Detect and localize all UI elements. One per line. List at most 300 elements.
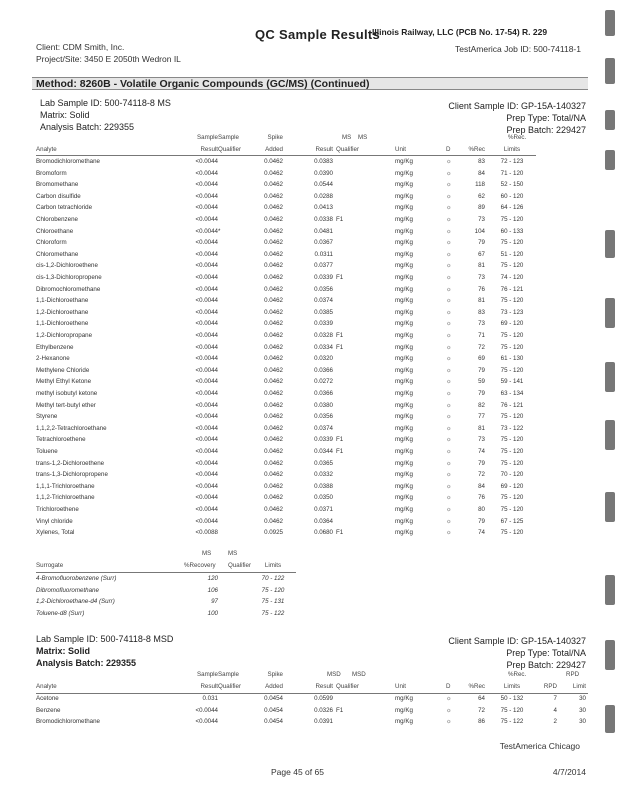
index-tab [605,420,615,450]
cell-unit: mg/Kg [395,401,413,409]
cell-recovery: 79 [478,390,485,397]
table-row [0,494,618,506]
cell-unit: mg/Kg [395,482,413,490]
table-row [0,170,618,182]
msd-col-limit: Limit [572,683,586,690]
cell-unit: mg/Kg [395,227,413,235]
msd-col-analyte: Analyte [36,683,57,690]
cell-dry-weight: ☼ [446,471,452,479]
cell-dry-weight: ☼ [446,239,452,247]
cell-dry-weight: ☼ [446,390,452,397]
cell-recovery: 81 [478,297,485,305]
cell-unit: mg/Kg [395,436,413,444]
col-spike: Spike [267,134,283,141]
cell-recovery: 79 [478,239,485,247]
cell-limits: 75 - 120 [500,297,524,305]
cell-sample-result: <0.0044 [195,297,218,305]
table-row [0,228,618,240]
cell-msd-result: 0.0326 [314,706,333,714]
msd-col-added: Added [265,683,283,690]
cell-rpd: 4 [553,706,557,714]
cell-analyte: Vinyl chloride [36,517,73,525]
table-row [0,436,618,448]
cell-recovery: 74 [478,529,485,537]
index-tab [605,492,615,522]
index-tab [605,110,615,130]
job-id: TestAmerica Job ID: 500-74118-1 [455,44,581,54]
cell-dry-weight: ☼ [446,343,452,351]
surr-col-limits: Limits [264,562,282,569]
cell-dry-weight: ☼ [446,695,452,702]
cell-ms-result: 0.0380 [314,401,333,409]
cell-spike-added: 0.0462 [264,192,283,200]
cell-limits: 70 - 122 [261,575,285,582]
cell-recovery: 72 [478,343,485,351]
cell-unit: mg/Kg [395,459,413,467]
cell-sample-result: <0.0044 [195,718,218,726]
cell-sample-result: <0.0044 [195,274,218,281]
cell-limits: 75 - 120 [500,436,524,444]
cell-recovery: 59 [478,378,485,386]
cell-limits: 75 - 120 [500,494,524,502]
cell-spike-added: 0.0462 [264,436,283,444]
cell-rpd-limit: 30 [579,718,586,726]
cell-limits: 75 - 120 [500,262,524,270]
cell-ms-qualifier: F1 [336,332,344,339]
cell-analyte: Carbon tetrachloride [36,204,93,212]
cell-recovery: 100 [207,609,218,617]
cell-dry-weight: ☼ [446,506,452,513]
cell-analyte: Acetone [36,695,59,702]
cell-dry-weight: ☼ [446,718,452,726]
cell-ms-result: 0.0383 [314,158,333,165]
cell-unit: mg/Kg [395,308,413,316]
table-row [0,309,618,321]
col-ms-result: Result [315,146,333,153]
cell-spike-added: 0.0462 [264,366,283,374]
cell-surrogate: Toluene-d8 (Surr) [36,609,85,617]
cell-ms-result: 0.0328 [314,332,333,339]
cell-rpd-limit: 30 [579,695,586,702]
index-tab [605,298,615,328]
cell-spike-added: 0.0462 [264,517,283,525]
cell-dry-weight: ☼ [446,192,452,200]
cell-spike-added: 0.0925 [264,529,283,537]
cell-ms-result: 0.0344 [314,448,333,455]
cell-limits: 52 - 150 [500,181,524,189]
cell-ms-qualifier: F1 [336,274,344,281]
cell-sample-result: <0.0044 [195,706,218,714]
surr-col-ms-2: MS [228,550,238,557]
cell-unit: mg/Kg [395,424,413,432]
col-rec-top: %Rec. [508,134,527,141]
cell-msd-result: 0.0391 [314,718,333,726]
cell-sample-result: <0.0044 [195,471,218,479]
cell-recovery: 71 [478,332,485,339]
cell-analyte: Tetrachloroethene [36,436,86,444]
table-row [0,402,618,414]
cell-limits: 75 - 120 [500,459,524,467]
cell-limits: 69 - 120 [500,482,524,490]
client-name: Client: CDM Smith, Inc. [36,42,125,52]
cell-spike-added: 0.0462 [264,390,283,397]
cell-spike-added: 0.0462 [264,297,283,305]
cell-dry-weight: ☼ [446,706,452,714]
cell-spike-added: 0.0462 [264,448,283,455]
cell-spike-added: 0.0462 [264,332,283,339]
index-tab [605,58,615,84]
cell-analyte: Styrene [36,413,58,421]
table-row [0,262,618,274]
cell-ms-result: 0.0356 [314,413,333,421]
cell-ms-result: 0.0311 [314,250,333,258]
table-row [0,518,618,530]
cell-ms-result: 0.0365 [314,459,333,467]
cell-spike-added: 0.0462 [264,158,283,165]
cell-sample-result: <0.0044 [195,413,218,421]
cell-dry-weight: ☼ [446,297,452,305]
cell-limits: 75 - 120 [500,239,524,247]
msd-col-rec-top: %Rec. [508,671,527,678]
cell-rpd-limit: 30 [579,706,586,714]
cell-sample-result: <0.0044 [195,401,218,409]
cell-limits: 60 - 133 [500,227,524,235]
cell-dry-weight: ☼ [446,285,452,293]
msd-col-sample-top: Sample [197,671,218,678]
col-unit: Unit [395,146,407,153]
cell-recovery: 81 [478,424,485,432]
table-row [0,239,618,251]
table-row [0,332,618,344]
cell-unit: mg/Kg [395,448,413,455]
cell-limits: 75 - 120 [500,332,524,339]
table-row [0,707,618,719]
cell-ms-result: 0.0374 [314,297,333,305]
cell-unit: mg/Kg [395,169,413,177]
cell-recovery: 73 [478,274,485,281]
cell-analyte: Dibromochloromethane [36,285,101,293]
cell-unit: mg/Kg [395,390,413,397]
cell-sample-result: <0.0044 [195,390,218,397]
index-tab [605,230,615,258]
cell-dry-weight: ☼ [446,355,452,363]
cell-sample-result: <0.0088 [195,529,218,537]
col-added: Added [265,146,283,153]
cell-limits: 50 - 132 [500,695,524,702]
msd-col-msd-top-1: MSD [327,671,341,678]
table-row [0,610,618,622]
cell-recovery: 62 [478,192,485,200]
cell-spike-added: 0.0454 [264,695,283,702]
cell-recovery: 106 [207,586,218,594]
cell-unit: mg/Kg [395,332,413,339]
cell-unit: mg/Kg [395,366,413,374]
cell-unit: mg/Kg [395,718,413,726]
cell-analyte: Bromodichloromethane [36,718,100,726]
cell-dry-weight: ☼ [446,227,452,235]
cell-recovery: 83 [478,308,485,316]
cell-spike-added: 0.0462 [264,169,283,177]
cell-ms-result: 0.0334 [314,343,333,351]
ms-matrix: Matrix: Solid [40,110,90,120]
cell-analyte: Methyl tert-butyl ether [36,401,96,409]
cell-analyte: 1,2-Dichloropropane [36,332,93,339]
cell-ms-result: 0.0366 [314,366,333,374]
cell-sample-result: <0.0044 [195,355,218,363]
col-result: Result [200,146,218,153]
col-ms-qualifier: Qualifier [336,146,360,153]
page-number: Page 45 of 65 [271,767,324,777]
cell-spike-added: 0.0462 [264,285,283,293]
cell-limits: 61 - 130 [500,355,524,363]
cell-spike-added: 0.0462 [264,250,283,258]
col-sample-top: Sample [197,134,218,141]
cell-ms-qualifier: F1 [336,343,344,351]
cell-ms-result: 0.0339 [314,274,333,281]
cell-unit: mg/Kg [395,274,413,281]
msd-col-qualifier: Qualifier [218,683,242,690]
msd-col-d: D [446,683,451,690]
cell-recovery: 77 [478,413,485,421]
cell-recovery: 79 [478,366,485,374]
cell-spike-added: 0.0462 [264,506,283,513]
cell-sample-result: <0.0044 [195,181,218,189]
msd-col-result: Result [200,683,218,690]
cell-spike-added: 0.0462 [264,355,283,363]
col-limits: Limits [503,146,521,153]
cell-dry-weight: ☼ [446,332,452,339]
ms-lab-sample-id: Lab Sample ID: 500-74118-8 MS [40,98,171,108]
cell-limits: 75 - 120 [500,216,524,223]
cell-unit: mg/Kg [395,343,413,351]
cell-surrogate: 1,2-Dichloroethane-d4 (Surr) [36,598,115,605]
table-row [0,274,618,286]
ms-prep-type: Prep Type: Total/NA [506,113,586,123]
cell-ms-result: 0.0377 [314,262,333,270]
cell-unit: mg/Kg [395,204,413,212]
cell-recovery: 118 [475,181,485,189]
cell-unit: mg/Kg [395,355,413,363]
msd-matrix: Matrix: Solid [36,646,91,656]
cell-dry-weight: ☼ [446,204,452,212]
cell-limits: 74 - 120 [500,274,524,281]
table-row [0,367,618,379]
index-tab [605,640,615,670]
cell-ms-result: 0.0385 [314,308,333,316]
cell-spike-added: 0.0462 [264,204,283,212]
cell-sample-result: <0.0044 [195,227,218,235]
table-row [0,425,618,437]
cell-analyte: trans-1,3-Dichloropropene [36,471,108,479]
cell-spike-added: 0.0462 [264,262,283,270]
cell-limits: 75 - 120 [500,506,524,513]
table-row [0,506,618,518]
cell-ms-qualifier: F1 [336,216,344,223]
cell-analyte: Chloromethane [36,250,79,258]
cell-dry-weight: ☼ [446,436,452,444]
cell-unit: mg/Kg [395,181,413,189]
cell-recovery: 76 [478,285,485,293]
cell-limits: 70 - 120 [500,471,524,479]
lab-info: Illinois Railway, LLC (PCB No. 17-54) R. 229 [372,27,548,37]
cell-analyte: Benzene [36,706,61,714]
cell-ms-result: 0.0338 [314,216,333,223]
table-row [0,460,618,472]
cell-analyte: Methyl Ethyl Ketone [36,378,92,386]
cell-dry-weight: ☼ [446,517,452,525]
table-row [0,483,618,495]
cell-sample-result: <0.0044 [195,494,218,502]
cell-ms-result: 0.0332 [314,471,333,479]
cell-dry-weight: ☼ [446,320,452,328]
cell-spike-added: 0.0462 [264,343,283,351]
cell-unit: mg/Kg [395,378,413,386]
index-tab [605,575,615,605]
cell-dry-weight: ☼ [446,413,452,421]
cell-ms-result: 0.0288 [314,192,333,200]
cell-ms-result: 0.0350 [314,494,333,502]
msd-prep-batch: Prep Batch: 229427 [506,660,586,670]
cell-dry-weight: ☼ [446,366,452,374]
cell-limits: 67 - 125 [500,517,524,525]
footer-company: TestAmerica Chicago [499,741,580,751]
msd-prep-type: Prep Type: Total/NA [506,648,586,658]
cell-spike-added: 0.0462 [264,413,283,421]
table-row [0,471,618,483]
cell-sample-result: <0.0044 [195,216,218,223]
cell-limits: 75 - 120 [500,448,524,455]
cell-limits: 73 - 122 [500,424,524,432]
cell-limits: 75 - 120 [500,706,524,714]
cell-dry-weight: ☼ [446,262,452,270]
cell-spike-added: 0.0462 [264,239,283,247]
cell-sample-result: <0.0044 [195,308,218,316]
cell-sample-result: <0.0044 [195,459,218,467]
cell-recovery: 73 [478,216,485,223]
cell-spike-added: 0.0462 [264,401,283,409]
cell-limits: 51 - 120 [500,250,524,258]
cell-analyte: 1,1-Dichloroethane [36,297,89,305]
cell-recovery: 86 [478,718,485,726]
cell-analyte: Bromoform [36,169,67,177]
table-row [0,344,618,356]
cell-recovery: 67 [478,250,485,258]
cell-surrogate: Dibromofluoromethane [36,586,99,594]
page-title: QC Sample Results [255,27,381,42]
cell-spike-added: 0.0462 [264,216,283,223]
cell-dry-weight: ☼ [446,308,452,316]
cell-limits: 75 - 120 [500,366,524,374]
cell-sample-result: <0.0044 [195,517,218,525]
cell-spike-added: 0.0462 [264,274,283,281]
msd-col-sample-q-top: Sample [218,671,239,678]
cell-spike-added: 0.0462 [264,459,283,467]
cell-dry-weight: ☼ [446,216,452,223]
cell-ms-result: 0.0367 [314,239,333,247]
msd-analysis-batch: Analysis Batch: 229355 [36,658,137,668]
cell-recovery: 81 [478,262,485,270]
cell-analyte: 1,1,2,2-Tetrachloroethane [36,424,107,432]
cell-spike-added: 0.0462 [264,181,283,189]
cell-unit: mg/Kg [395,706,413,714]
cell-limits: 75 - 120 [500,529,524,537]
cell-dry-weight: ☼ [446,250,452,258]
cell-sample-result: <0.0044 [195,285,218,293]
cell-dry-weight: ☼ [446,529,452,537]
cell-unit: mg/Kg [395,413,413,421]
cell-limits: 75 - 122 [261,609,285,617]
cell-ms-result: 0.0388 [314,482,333,490]
msd-col-msd-top-2: MSD [352,671,366,678]
cell-dry-weight: ☼ [446,181,452,189]
cell-analyte: cis-1,3-Dichloropropene [36,274,102,281]
cell-sample-result: <0.0044 [195,366,218,374]
cell-msd-qualifier: F1 [336,706,344,714]
ms-header-top [0,134,618,146]
cell-ms-result: 0.0481 [314,227,333,235]
cell-recovery: 74 [478,448,485,455]
surr-col-surrogate: Surrogate [36,562,64,569]
cell-unit: mg/Kg [395,158,413,165]
cell-dry-weight: ☼ [446,482,452,490]
col-qualifier: Qualifier [218,146,242,153]
msd-header-top [0,671,618,683]
cell-analyte: 1,1,2-Trichloroethane [36,494,95,502]
cell-unit: mg/Kg [395,239,413,247]
cell-spike-added: 0.0462 [264,378,283,386]
cell-limits: 76 - 121 [500,401,524,409]
cell-sample-result: <0.0044 [195,192,218,200]
surr-header-top [0,550,618,562]
cell-recovery: 89 [478,204,485,212]
index-tab [605,150,615,170]
table-row [0,598,618,610]
cell-limits: 75 - 120 [500,343,524,351]
cell-analyte: Bromomethane [36,181,79,189]
cell-ms-result: 0.0390 [314,169,333,177]
cell-limits: 75 - 120 [500,413,524,421]
cell-limits: 59 - 141 [500,378,524,386]
report-date: 4/7/2014 [552,767,586,777]
cell-dry-weight: ☼ [446,494,452,502]
cell-unit: mg/Kg [395,250,413,258]
cell-dry-weight: ☼ [446,274,452,281]
table-row [0,587,618,599]
cell-recovery: 104 [474,227,485,235]
table-row [0,378,618,390]
cell-sample-result: <0.0044 [195,158,218,165]
cell-dry-weight: ☼ [446,401,452,409]
cell-ms-result: 0.0356 [314,285,333,293]
cell-sample-result: <0.0044 [195,169,218,177]
cell-unit: mg/Kg [395,506,413,513]
cell-ms-result: 0.0680 [314,529,333,537]
table-row [0,297,618,309]
cell-dry-weight: ☼ [446,158,452,165]
cell-sample-result: <0.0044 [195,204,218,212]
cell-analyte: 2-Hexanone [36,355,70,363]
index-tab [605,705,615,733]
table-row [0,251,618,263]
col-d: D [446,146,451,153]
cell-analyte: Carbon disulfide [36,192,81,200]
cell-surrogate: 4-Bromofluorobenzene (Surr) [36,575,117,582]
cell-limits: 75 - 122 [500,718,524,726]
cell-spike-added: 0.0462 [264,320,283,328]
cell-analyte: Xylenes, Total [36,529,75,537]
cell-unit: mg/Kg [395,262,413,270]
cell-ms-result: 0.0413 [314,204,333,212]
